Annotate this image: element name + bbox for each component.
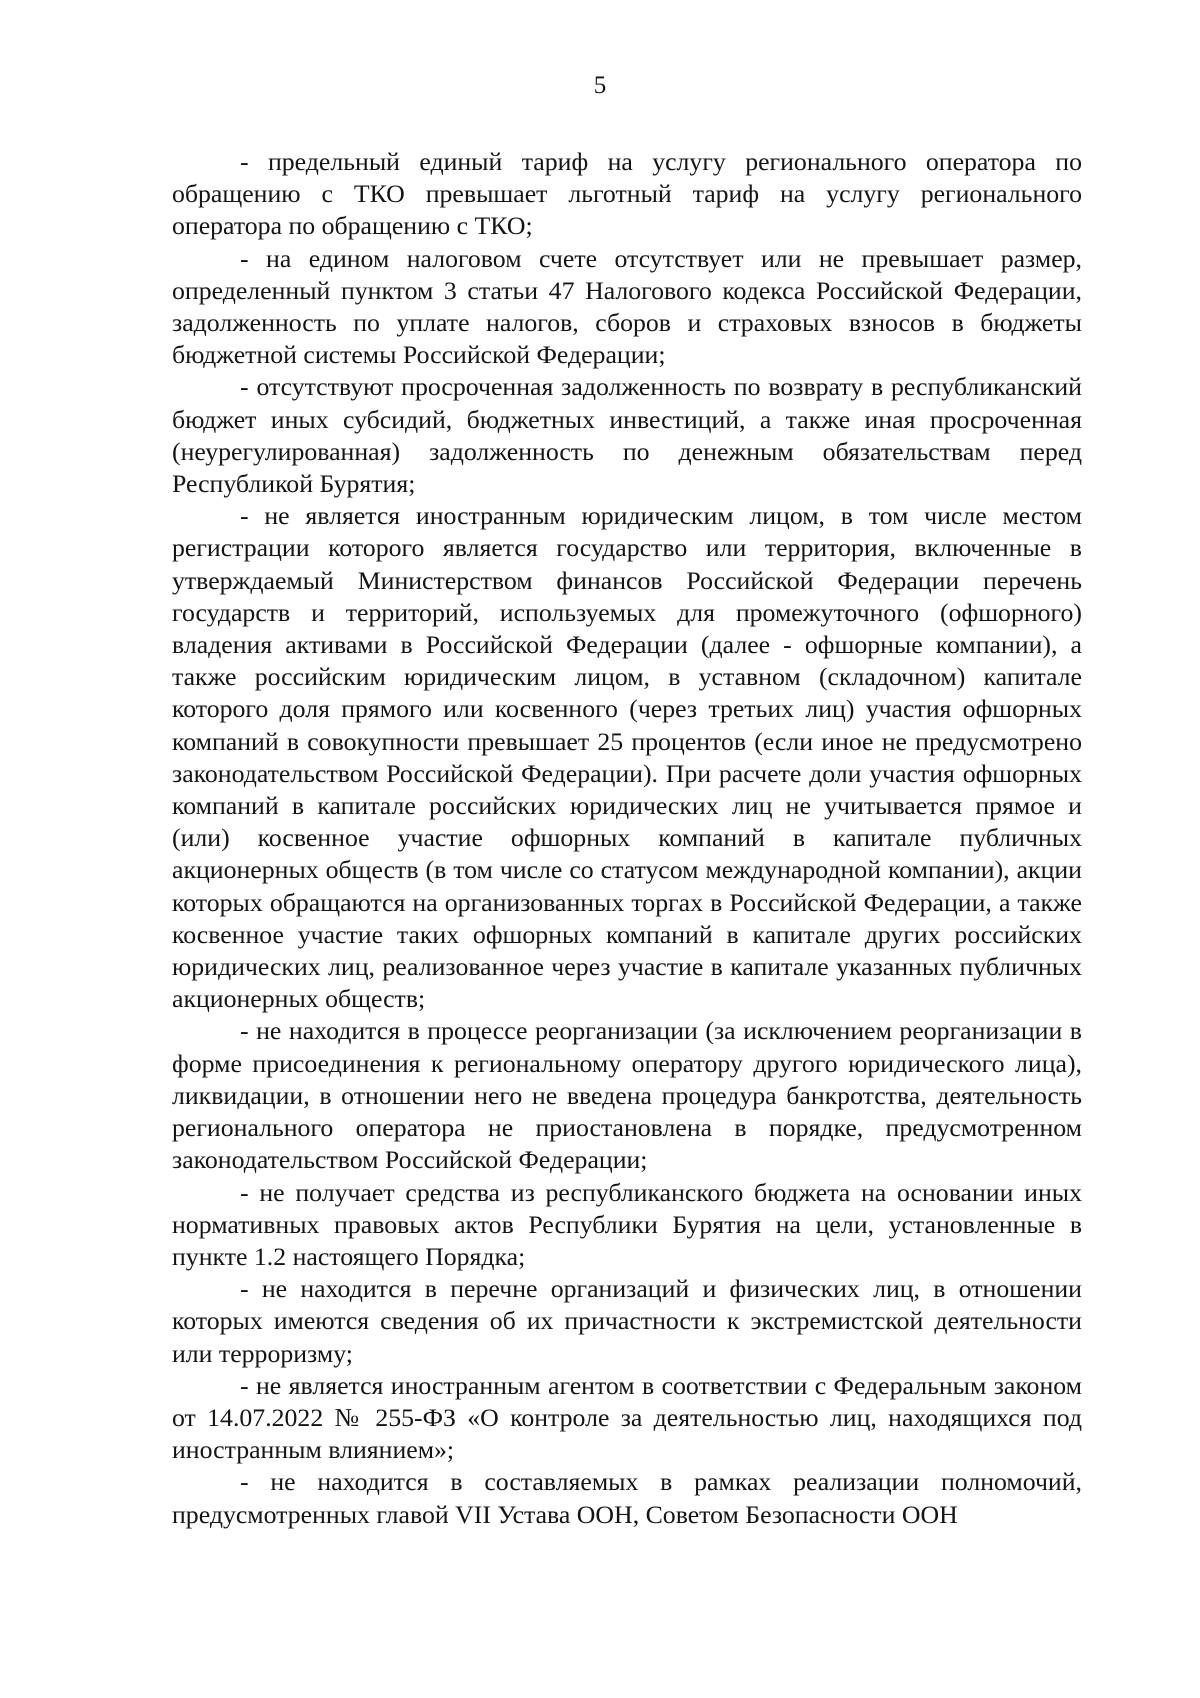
paragraph-tax-account: - на едином налоговом счете отсутствует или не превышает размер, определенный пунктом 3 статьи 47 Налогового кодекса Российской Федерации, задолженность по уплате налогов, сборов и страховых взносов в бюджеты бюджетной системы Российской Федерации; bbox=[172, 243, 1082, 370]
paragraph-tariff: - предельный единый тариф на услугу регионального оператора по обращению с ТКО превышает льготный тариф на услугу регионального оператора по обращению с ТКО; bbox=[172, 147, 1082, 241]
paragraph-overdue-debt: - отсутствуют просроченная задолженность по возврату в республиканский бюджет иных субсидий, бюджетных инвестиций, а также иная просроченная (неурегулированная) задолженность по денежным обязательствам перед Республикой Бурятия; bbox=[172, 372, 1082, 499]
paragraph-reorganization: - не находится в процессе реорганизации (за исключением реорганизации в форме присоединения к региональному оператору другого юридического лица), ликвидации, в отношении него не введена процедура банкротства, деятельность регионального оператора не приостановлена в порядке, предусмотренном законодательством Российской Федерации; bbox=[172, 1016, 1082, 1175]
paragraph-foreign-agent: - не является иностранным агентом в соответствии с Федеральным законом от 14.07.2022 № 255-ФЗ «О контроле за деятельностью лиц, находящихся под иностранным влиянием»; bbox=[172, 1370, 1082, 1465]
paragraph-budget-funds: - не получает средства из республиканского бюджета на основании иных нормативных правовых актов Республики Бурятия на цели, установленные в пункте 1.2 настоящего Порядка; bbox=[172, 1177, 1082, 1271]
paragraph-extremism-list: - не находится в перечне организаций и физических лиц, в отношении которых имеются сведения об их причастности к экстремистской деятельности или терроризму; bbox=[172, 1274, 1082, 1368]
paragraph-un-lists: - не находится в составляемых в рамках реализации полномочий, предусмотренных главой VII Устава ООН, Советом Безопасности ООН bbox=[172, 1467, 1082, 1529]
page-number: 5 bbox=[593, 72, 607, 99]
document-body bbox=[172, 146, 1082, 1531]
paragraph-foreign-entity: - не является иностранным юридическим лицом, в том числе местом регистрации которого является государство или территория, включенные в утверждаемый Министерством финансов Российской Федерации перечень государств и территорий, используемых для промежуточного (офшорного) владения активами в Российской Федерации (далее - офшорные компании), а также российским юридическим лицом, в уставном (складочном) капитале которого доля прямого или косвенного (через третьих лиц) участия офшорных компаний в совокупности превышает 25 процентов (если иное не предусмотрено законодательством Российской Федерации). При расчете доли участия офшорных компаний в капитале российских юридических лиц не учитывается прямое и (или) косвенное участие офшорных компаний в капитале публичных акционерных обществ (в том числе со статусом международной компании), акции которых обращаются на организованных торгах в Российской Федерации, а также косвенное участие таких офшорных компаний в капитале других российских юридических лиц, реализованное через участие в капитале указанных публичных акционерных обществ; bbox=[172, 501, 1082, 1014]
